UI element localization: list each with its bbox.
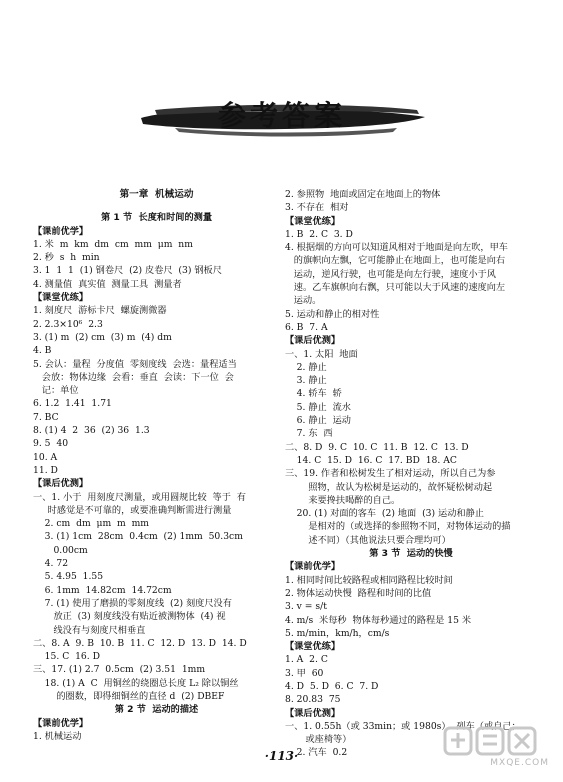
formula-line: 3. v = s/t bbox=[285, 601, 327, 613]
answer-line: 5. m/min，km/h，cm/s bbox=[285, 627, 390, 639]
answer-line: 时感觉是不可靠的，或要准确判断需进行测量 bbox=[33, 504, 232, 516]
answer-line: 6. 静止 运动 bbox=[285, 415, 351, 427]
answer-line: 一、1. 小于 用刻度尺测量，或用圆规比较 等于 有 bbox=[33, 491, 246, 503]
answer-line: 运动，逆风行驶，也可能是向左行驶，速度小于风 bbox=[285, 268, 496, 280]
answer-line: 5. 运动和静止的相对性 bbox=[285, 308, 380, 320]
answer-line: 1. 机械运动 bbox=[33, 730, 82, 742]
subsection-label: 【课堂优练】 bbox=[285, 641, 341, 653]
answer-line: 三、19. 作者和松树发生了相对运动，所以自己为参 bbox=[285, 468, 496, 480]
answer-line: 3. (1) 1cm 28cm 0.4cm (2) 1mm 50.3cm bbox=[33, 531, 243, 543]
answer-line: 0.00cm bbox=[33, 544, 88, 556]
answer-line: 速。乙车旗帜向右飘，只可能以大于风速的速度向左 bbox=[285, 282, 506, 294]
answer-line: 照物，故认为松树是运动的，故怀疑松树动起 bbox=[285, 481, 493, 493]
answer-line: 3. 不存在 相对 bbox=[285, 202, 349, 214]
answer-line: 7. (1) 使用了磨损的零刻度线 (2) 刻度尺没有 bbox=[33, 597, 232, 609]
section-heading: 第 1 节 长度和时间的测量 bbox=[100, 212, 213, 224]
answer-line: 是相对的（或选择的参照物不同，对物体运动的描 bbox=[285, 521, 511, 533]
subsection-label: 【课前优学】 bbox=[285, 561, 341, 573]
answer-line: 或座椅等） bbox=[285, 734, 352, 746]
answer-line: 8. 20.83 75 bbox=[285, 694, 341, 706]
watermark-logo bbox=[441, 724, 551, 776]
subsection-label: 【课后优测】 bbox=[285, 707, 341, 719]
answer-line: 2. 2.3×10⁶ 2.3 bbox=[33, 318, 103, 330]
section-heading: 第 2 节 运动的描述 bbox=[114, 704, 199, 716]
answer-line: 1. A 2. C bbox=[285, 654, 328, 666]
answer-line: 一、1. 0.55h（或 33min；或 1980s） 列车（或自己； bbox=[285, 720, 521, 732]
answer-line: 4. m/s 米每秒 物体每秒通过的路程是 15 米 bbox=[285, 614, 472, 626]
answer-line: 运动。 bbox=[285, 295, 322, 307]
answer-line: 一、1. 太阳 地面 bbox=[285, 348, 358, 360]
answer-line: 的圈数，即得细铜丝的直径 d (2) DBEF bbox=[33, 690, 225, 702]
subsection-label: 【课堂优练】 bbox=[285, 215, 341, 227]
answer-line: 2. 物体运动快慢 路程和时间的比值 bbox=[285, 587, 432, 599]
subsection-label: 【课后优测】 bbox=[33, 478, 89, 490]
answer-line: 4. 根据烟的方向可以知道风相对于地面是向左吹，甲车 bbox=[285, 242, 508, 254]
title-banner bbox=[135, 84, 429, 142]
answer-line: 6. 1mm 14.82cm 14.72cm bbox=[33, 584, 172, 596]
answer-line: 2. 秒 s h min bbox=[33, 252, 100, 264]
answer-line: 4. 72 bbox=[33, 558, 69, 570]
answer-line: 7. 东 西 bbox=[285, 428, 333, 440]
answer-line: 11. D bbox=[33, 464, 58, 476]
answer-line: 2. 静止 bbox=[285, 361, 327, 373]
answer-line: 5. 会认：量程 分度值 零刻度线 会选：量程适当 bbox=[33, 358, 237, 370]
answer-line: 来要搀扶喝醉的自己。 bbox=[285, 494, 401, 506]
answer-line: 9. 5 40 bbox=[33, 438, 69, 450]
answer-line: 的旗帜向左飘，它可能静止在地面上，也可能是向右 bbox=[285, 255, 506, 267]
answer-line: 18. (1) A C 用铜丝的绕圈总长度 L₂ 除以铜丝 bbox=[33, 677, 239, 689]
subsection-label: 【课后优测】 bbox=[285, 335, 341, 347]
answer-line: 记：单位 bbox=[33, 385, 79, 397]
answer-line: 4. D 5. D 6. C 7. D bbox=[285, 680, 379, 692]
answer-line: 二、8. D 9. C 10. C 11. B 12. C 13. D bbox=[285, 441, 469, 453]
section-heading: 第 3 节 运动的快慢 bbox=[369, 548, 453, 560]
answer-line: 三、17. (1) 2.7 0.5cm (2) 3.51 1mm bbox=[33, 664, 206, 676]
answer-line: 10. A bbox=[33, 451, 58, 463]
answer-line: 6. 1.2 1.41 1.71 bbox=[33, 398, 112, 410]
answer-line: 8. (1) 4 2 36 (2) 36 1.3 bbox=[33, 425, 150, 437]
answer-line: 4. 测量值 真实值 测量工具 测量者 bbox=[33, 278, 182, 290]
subsection-label: 【课前优学】 bbox=[33, 225, 89, 237]
answer-line: 3. 1 1 1 (1) 钢卷尺 (2) 皮卷尺 (3) 钢板尺 bbox=[33, 265, 222, 277]
subsection-label: 【课堂优练】 bbox=[33, 292, 89, 304]
answer-line: 6. B 7. A bbox=[285, 321, 328, 333]
spacer bbox=[33, 201, 280, 211]
answer-line: 2. 参照物 地面或固定在地面上的物体 bbox=[285, 189, 441, 200]
answer-line: 4. 轿车 轿 bbox=[285, 388, 342, 400]
answer-line: 放正 (3) 刻度线没有贴近被测物体 (4) 视 bbox=[33, 611, 226, 623]
answer-line: 2. 汽车 0.2 bbox=[285, 747, 348, 759]
answer-line: 20. (1) 对面的客车 (2) 地面 (3) 运动和静止 bbox=[285, 508, 484, 520]
subsection-label: 【课前优学】 bbox=[33, 717, 89, 729]
answer-line: 14. C 15. D 16. C 17. BD 18. AC bbox=[285, 454, 457, 466]
answer-line: 15. C 16. D bbox=[33, 651, 100, 663]
answer-line: 7. BC bbox=[33, 411, 59, 423]
answer-line: 5. 静止 流水 bbox=[285, 401, 351, 413]
answer-line: 1. 刻度尺 游标卡尺 螺旋测微器 bbox=[33, 305, 167, 317]
answer-line: 2. cm dm μm m mm bbox=[33, 518, 150, 530]
page-number: ·113· bbox=[264, 749, 299, 763]
answer-line: 3. 静止 bbox=[285, 375, 327, 387]
answer-line: 3. 甲 60 bbox=[285, 667, 324, 679]
answer-line: 述不同）（其他说法只要合理均可） bbox=[285, 534, 451, 546]
answer-line: 1. 米 m km dm cm mm μm nm bbox=[33, 238, 193, 250]
answer-line: 1. 相同时间比较路程或相同路程比较时间 bbox=[285, 574, 453, 586]
answer-line: 1. B 2. C 3. D bbox=[285, 228, 353, 240]
answer-line: 二、8. A 9. B 10. B 11. C 12. D 13. D 14. D bbox=[33, 637, 247, 649]
page-title: 参考答案 bbox=[217, 99, 346, 132]
answer-line: 5. 4.95 1.55 bbox=[33, 571, 104, 583]
answer-line: 3. (1) m (2) cm (3) m (4) dm bbox=[33, 331, 172, 343]
chapter-heading: 第一章 机械运动 bbox=[119, 189, 194, 200]
answer-column-left bbox=[33, 188, 280, 743]
answer-line: 会放：物体边缘 会看：垂直 会读：下一位 会 bbox=[33, 371, 234, 383]
answer-column-right bbox=[285, 188, 537, 760]
answer-line: 4. B bbox=[33, 345, 52, 357]
watermark-text: MXQE.COM bbox=[490, 758, 549, 768]
answer-line: 线没有与刻度尺相垂直 bbox=[33, 624, 146, 636]
